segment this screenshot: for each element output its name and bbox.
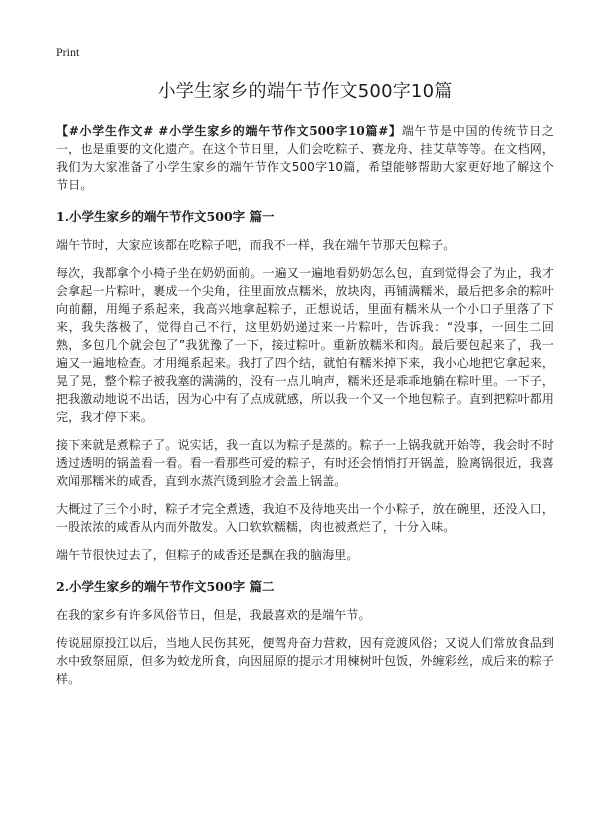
paragraph: 传说屈原投江以后，当地人民伤其死，便驾舟奋力营救，因有竞渡风俗；又说人们常放食品到水中致祭屈原，但多为蛟龙所食，向因屈原的提示才用楝树叶包饭，外缠彩丝，成后来的粽子样。: [56, 636, 554, 686]
intro-text: 端午节是中国的传统节日之一，也是重要的文化遗产。在这个节日里，人们会吃粽子、赛龙舟、挂艾草等等。在文档网，我们为大家准备了小学生家乡的端午节作文500字10篇，希望能够帮助大家更好地了解这个节日。: [56, 124, 554, 192]
section-heading: 1.小学生家乡的端午节作文500字 篇一: [56, 209, 275, 224]
page-title: 小学生家乡的端午节作文500字10篇: [157, 81, 453, 102]
paragraph: 每次，我都拿个小椅子坐在奶奶面前。一遍又一遍地看奶奶怎么包，直到觉得会了为止，我才会拿起一片粽叶，裹成一个尖角，往里面放点糯米，放块肉，再铺满糯米，最后把多余的粽叶向前翻，用绳子系起来，我高兴地拿起粽子，正想说话，里面有糯米从一个小口子里落了下来，我失落极了，觉得自己不行，这里奶奶递过来一片粽叶，告诉我：“没事，一回生二回熟，多包几个就会包了”我犹豫了一下，接过粽叶。重新放糯米和肉。最后要包起来了，我一遍又一遍地检查。才用绳系起来。我打了四个结，就怕有糯米掉下来，我小心地把它拿起来，晃了晃，整个粽子被我塞的满满的，没有一点儿响声，糯米还是乖乖地躺在粽叶里。一下子，把我激动地说不出话，因为心中有了点成就感，所以我一个又一个地包粽子。直到把粽叶都用完，我才停下来。: [56, 266, 554, 424]
paragraph: 在我的家乡有许多风俗节日，但是，我最喜欢的是端午节。: [56, 608, 371, 622]
paragraph: 接下来就是煮粽子了。说实话，我一直以为粽子是蒸的。粽子一上锅我就开始等，我会时不时透过透明的锅盖看一看。看一看那些可爱的粽子，有时还会悄悄打开锅盖，脸离锅很近，我喜欢闻那糯米的咸香，直到水蒸汽烫到脸才会盖上锅盖。: [56, 438, 554, 488]
intro-tag: 【#小学生作文# #小学生家乡的端午节作文500字10篇#】: [56, 124, 402, 138]
section-heading: 2.小学生家乡的端午节作文500字 篇二: [56, 579, 275, 594]
paragraph: 大概过了三个小时，粽子才完全煮透，我迫不及待地夹出一个小粽子，放在碗里，还没入口，一股浓浓的咸香从内而外散发。入口软软糯糯，肉也被煮烂了，十分入味。: [56, 502, 554, 534]
print-link[interactable]: Print: [56, 45, 80, 59]
document-page: [56, 44, 554, 698]
paragraph: 端午节时，大家应该都在吃粽子吧，而我不一样，我在端午节那天包粽子。: [56, 238, 456, 252]
paragraph: 端午节很快过去了，但粽子的咸香还是飘在我的脑海里。: [56, 548, 359, 562]
section-2: [56, 578, 554, 688]
section-1: [56, 208, 554, 564]
intro-paragraph: [56, 122, 554, 194]
